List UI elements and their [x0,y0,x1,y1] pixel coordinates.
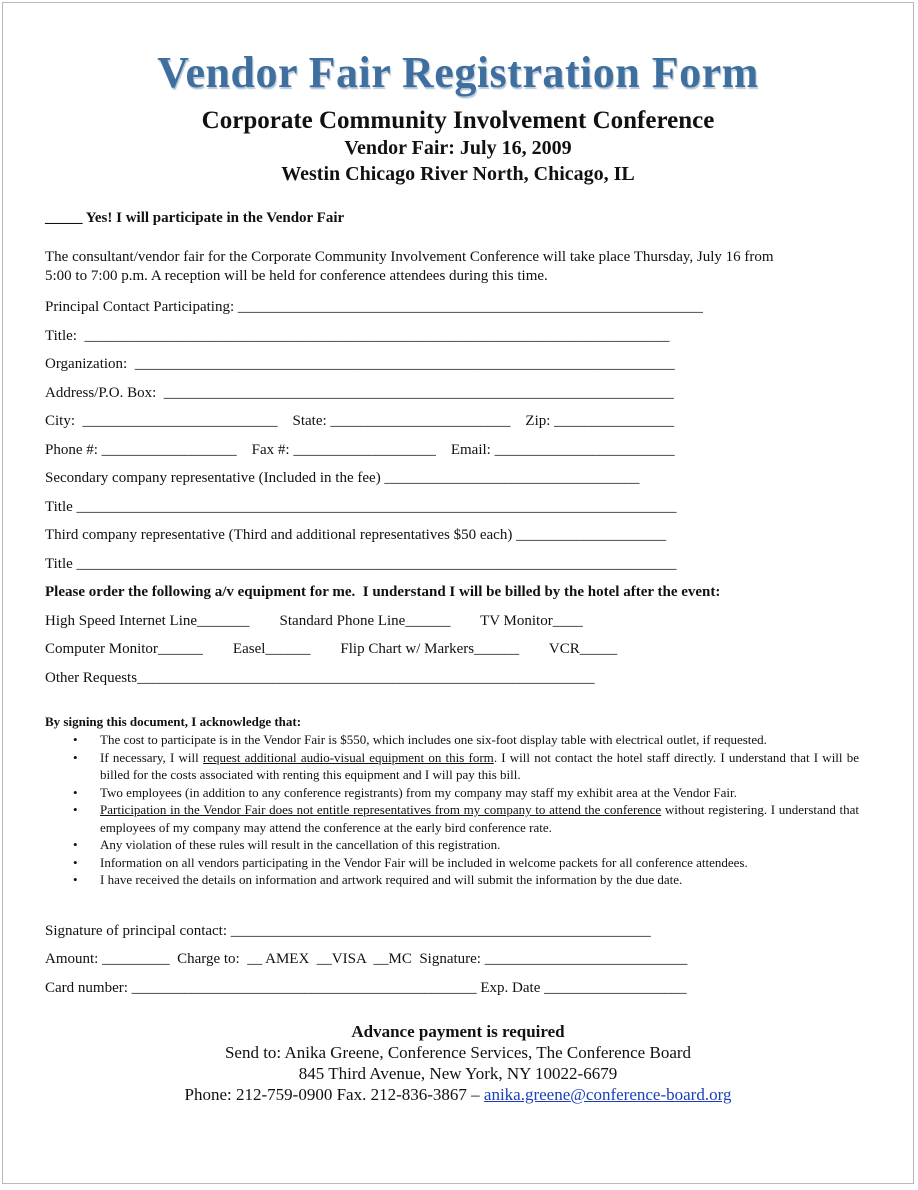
secondary-rep-field[interactable]: Secondary company representative (Included in the fee) __________________________________ [45,470,640,486]
phone-fax-email-field[interactable]: Phone #: __________________ Fax #: ___________________ Email: ________________________ [45,442,675,458]
conference-name: Corporate Community Involvement Conference [201,107,715,134]
ack-text: without registering. I understand that employees of my company may attend the conference at the early bird conference rate. [100,802,859,835]
ack-text: If necessary, I will [100,749,203,765]
other-requests-field[interactable]: Other Requests_____________________________________________________________ [45,670,595,686]
email-link[interactable]: anika.greene@conference-board.org [483,1085,732,1104]
mailing-address: 845 Third Avenue, New York, NY 10022-6679 [298,1064,618,1083]
ack-underlined-text: Participation in the Vendor Fair does not entitle representatives from my company to attend the conference [100,802,662,817]
list-item [45,854,859,872]
bullet-icon: • [73,784,78,800]
principal-signature-field[interactable]: Signature of principal contact: ________________________________________________________ [45,923,651,939]
list-item [45,871,859,889]
equipment-row-2[interactable]: Computer Monitor______ Easel______ Flip Chart w/ Markers______ VCR_____ [45,641,618,657]
address-field[interactable]: Address/P.O. Box: ____________________________________________________________________ [45,385,674,401]
bullet-icon: • [73,802,78,817]
city-state-zip-field[interactable]: City: __________________________ State: ________________________ Zip: ________________ [45,413,675,429]
ack-text: Information on all vendors participating in the Vendor Fair will be included in welcome packets for all conference attendees. [100,854,748,870]
equipment-row-1[interactable]: High Speed Internet Line_______ Standard Phone Line______ TV Monitor____ [45,613,583,629]
ack-text: Two employees (in addition to any conference registrants) from my company may staff my exhibit area at the Vendor Fair. [100,784,737,800]
contact-line [3,1085,913,1105]
list-item [45,801,859,836]
ack-text: Any violation of these rules will result in the cancellation of this registration. [100,837,501,852]
form-page [2,2,914,1184]
secondary-title-field[interactable]: Title ________________________________________________________________________________ [45,499,677,515]
intro-paragraph [45,248,855,286]
title-field[interactable]: Title: ______________________________________________________________________________ [45,328,670,344]
intro-line-2: 5:00 to 7:00 p.m. A reception will be held for conference attendees during this time. [45,268,548,284]
amount-charge-field[interactable]: Amount: _________ Charge to: __ AMEX __VISA __MC Signature: ___________________________ [45,951,688,967]
form-title: Vendor Fair Registration Form [157,48,759,97]
third-title-field[interactable]: Title ________________________________________________________________________________ [45,556,677,572]
principal-contact-field[interactable]: Principal Contact Participating: ______________________________________________________________ [45,299,703,315]
card-number-field[interactable]: Card number: ______________________________________________ Exp. Date ___________________ [45,980,687,996]
fair-location: Westin Chicago River North, Chicago, IL [281,163,635,185]
intro-line-1: The consultant/vendor fair for the Corporate Community Involvement Conference will take place Thursday, July 16 from [45,249,774,265]
list-item [45,731,859,749]
send-to-line: Send to: Anika Greene, Conference Services, The Conference Board [224,1043,692,1062]
bullet-icon: • [73,732,78,747]
organization-field[interactable]: Organization: ________________________________________________________________________ [45,356,675,372]
equipment-heading: Please order the following a/v equipment for me. I understand I will be billed by the hotel after the event: [45,584,721,600]
third-rep-field[interactable]: Third company representative (Third and additional representatives $50 each) ____________________ [45,527,667,543]
ack-underlined-text: request additional audio-visual equipment on this form [202,749,494,765]
acknowledge-list [45,731,859,889]
bullet-icon: • [73,872,78,887]
list-item [45,749,859,784]
ack-text: I have received the details on information and artwork required and will submit the information by the due date. [100,872,683,887]
ack-text: . I will not contact the hotel staff directly. I understand that I will be billed for the costs associated with renting this equipment and I will pay this bill. [100,749,859,782]
acknowledge-heading: By signing this document, I acknowledge that: [45,714,302,729]
list-item [45,836,859,854]
list-item [45,784,859,802]
ack-text: The cost to participate is in the Vendor Fair is $550, which includes one six-foot display table with electrical outlet, if requested. [100,732,767,747]
phone-fax-text: Phone: 212-759-0900 Fax. 212-836-3867 – [184,1085,484,1104]
bullet-icon: • [73,837,78,852]
bullet-icon: • [73,854,78,870]
advance-payment-notice: Advance payment is required [351,1022,565,1041]
fair-date: Vendor Fair: July 16, 2009 [344,137,572,159]
bullet-icon: • [73,749,78,765]
participate-checkbox-line[interactable]: _____ Yes! I will participate in the Vendor Fair [45,210,345,226]
